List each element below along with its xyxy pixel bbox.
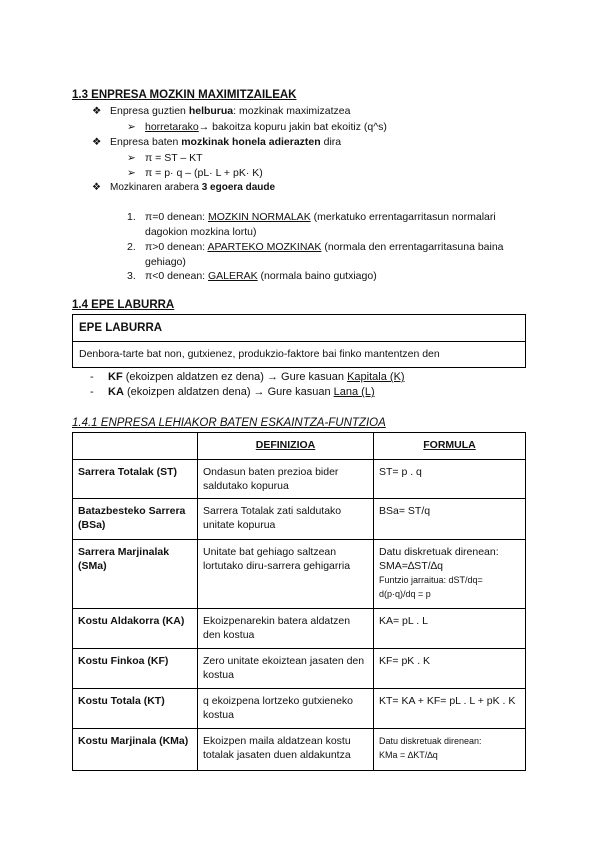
row-formula: BSa= ST/q xyxy=(374,499,526,540)
row-name: Batazbesteko Sarrera (BSa) xyxy=(73,499,198,540)
numbered-item-3: 3. π<0 denean: GALERAK (normala baino gutxiago) xyxy=(127,270,377,282)
row-definition: q ekoizpena lortzeko gutxieneko kostua xyxy=(198,689,374,729)
bullet-goal: ❖ Enpresa guztien helburua: mozkinak maximizatzea xyxy=(92,105,351,117)
arrow-bullet-icon: ➢ xyxy=(127,152,136,164)
row-name: Sarrera Totalak (ST) xyxy=(73,460,198,499)
header-empty xyxy=(73,433,198,460)
table-row xyxy=(73,499,526,540)
row-name: Kostu Aldakorra (KA) xyxy=(73,609,198,649)
row-formula: Datu diskretuak direnean: KMa = ∆KT/∆q xyxy=(374,729,526,771)
row-definition: Sarrera Totalak zati saldutako unitate kopurua xyxy=(198,499,374,540)
table-header-row xyxy=(73,433,526,460)
bullet-profit: ❖ Enpresa baten mozkinak honela adierazten dira xyxy=(92,136,342,148)
sub-bullet-goal: ➢ horretarako→ bakoitza kopuru jakin bat ekoitiz (q^s) xyxy=(127,121,387,133)
row-name: Kostu Marjinala (KMa) xyxy=(73,729,198,771)
row-name: Kostu Finkoa (KF) xyxy=(73,649,198,689)
diamond-bullet-icon: ❖ xyxy=(92,105,102,117)
kf-item: - KF (ekoizpen aldatzen ez dena) → Gure kasuan Kapitala (K) xyxy=(90,371,405,383)
row-formula: Datu diskretuak direnean: SMA=∆ST/∆q Funtzio jarraitua: dST/dq= d(p·q)/dq = p xyxy=(374,540,526,609)
table-row xyxy=(73,649,526,689)
row-formula: ST= p . q xyxy=(374,460,526,499)
row-formula: KA= pL . L xyxy=(374,609,526,649)
diamond-bullet-icon: ❖ xyxy=(92,182,101,193)
table-row xyxy=(73,460,526,499)
sub-bullet-profit-1: ➢ π = ST – KT xyxy=(127,152,203,164)
row-formula: KT= KA + KF= pL . L + pK . K xyxy=(374,689,526,729)
table-row xyxy=(73,540,526,609)
row-name: Kostu Totala (KT) xyxy=(73,689,198,729)
table-row xyxy=(73,609,526,649)
dash-bullet-icon: - xyxy=(90,371,94,383)
ka-item: - KA (ekoizpen aldatzen dena) → Gure kasuan Lana (L) xyxy=(90,386,375,398)
numbered-item-2-cont: gehiago) xyxy=(145,256,186,268)
row-definition: Ekoizpen maila aldatzean kostu totalak jasaten duen aldakuntza xyxy=(198,729,374,771)
row-definition: Unitate bat gehiago saltzean lortutako diru-sarrera gehigarria xyxy=(198,540,374,609)
header-definition: DEFINIZIOA xyxy=(198,433,374,460)
table-row xyxy=(73,689,526,729)
row-definition: Ondasun baten prezioa bider saldutako kopurua xyxy=(198,460,374,499)
definition-box-text: Denbora-tarte bat non, gutxienez, produkzio-faktore bai finko mantentzen den xyxy=(79,348,440,360)
bullet-states: ❖ Mozkinaren arabera 3 egoera daude xyxy=(92,182,276,193)
numbered-item-2: 2. π>0 denean: APARTEKO MOZKINAK (normala den errentagarritasuna baina xyxy=(127,241,504,253)
numbered-item-1-cont: dagokion mozkina lortu) xyxy=(145,226,257,238)
header-formula: FORMULA xyxy=(374,433,526,460)
arrow-bullet-icon: ➢ xyxy=(127,167,136,179)
numbered-item-1: 1. π=0 denean: MOZKIN NORMALAK (merkatuko errentagarritasun normalari xyxy=(127,211,496,223)
diamond-bullet-icon: ❖ xyxy=(92,136,102,148)
row-name: Sarrera Marjinalak (SMa) xyxy=(73,540,198,609)
row-definition: Zero unitate ekoiztean jasaten den kostua xyxy=(198,649,374,689)
definition-box-title: EPE LABURRA xyxy=(73,315,525,342)
row-formula: KF= pK . K xyxy=(374,649,526,689)
supply-function-table xyxy=(72,432,526,771)
section-title-1-4-1: 1.4.1 ENPRESA LEHIAKOR BATEN ESKAINTZA-FUNTZIOA xyxy=(72,417,386,429)
table-row xyxy=(73,729,526,771)
row-definition: Ekoizpenarekin batera aldatzen den kostua xyxy=(198,609,374,649)
definition-box xyxy=(72,314,526,368)
arrow-bullet-icon: ➢ xyxy=(127,121,136,133)
section-title-1-3: 1.3 ENPRESA MOZKIN MAXIMITZAILEAK xyxy=(72,89,297,101)
section-title-1-4: 1.4 EPE LABURRA xyxy=(72,299,175,311)
sub-bullet-profit-2: ➢ π = p· q – (pL· L + pK· K) xyxy=(127,167,263,179)
dash-bullet-icon: - xyxy=(90,386,94,398)
